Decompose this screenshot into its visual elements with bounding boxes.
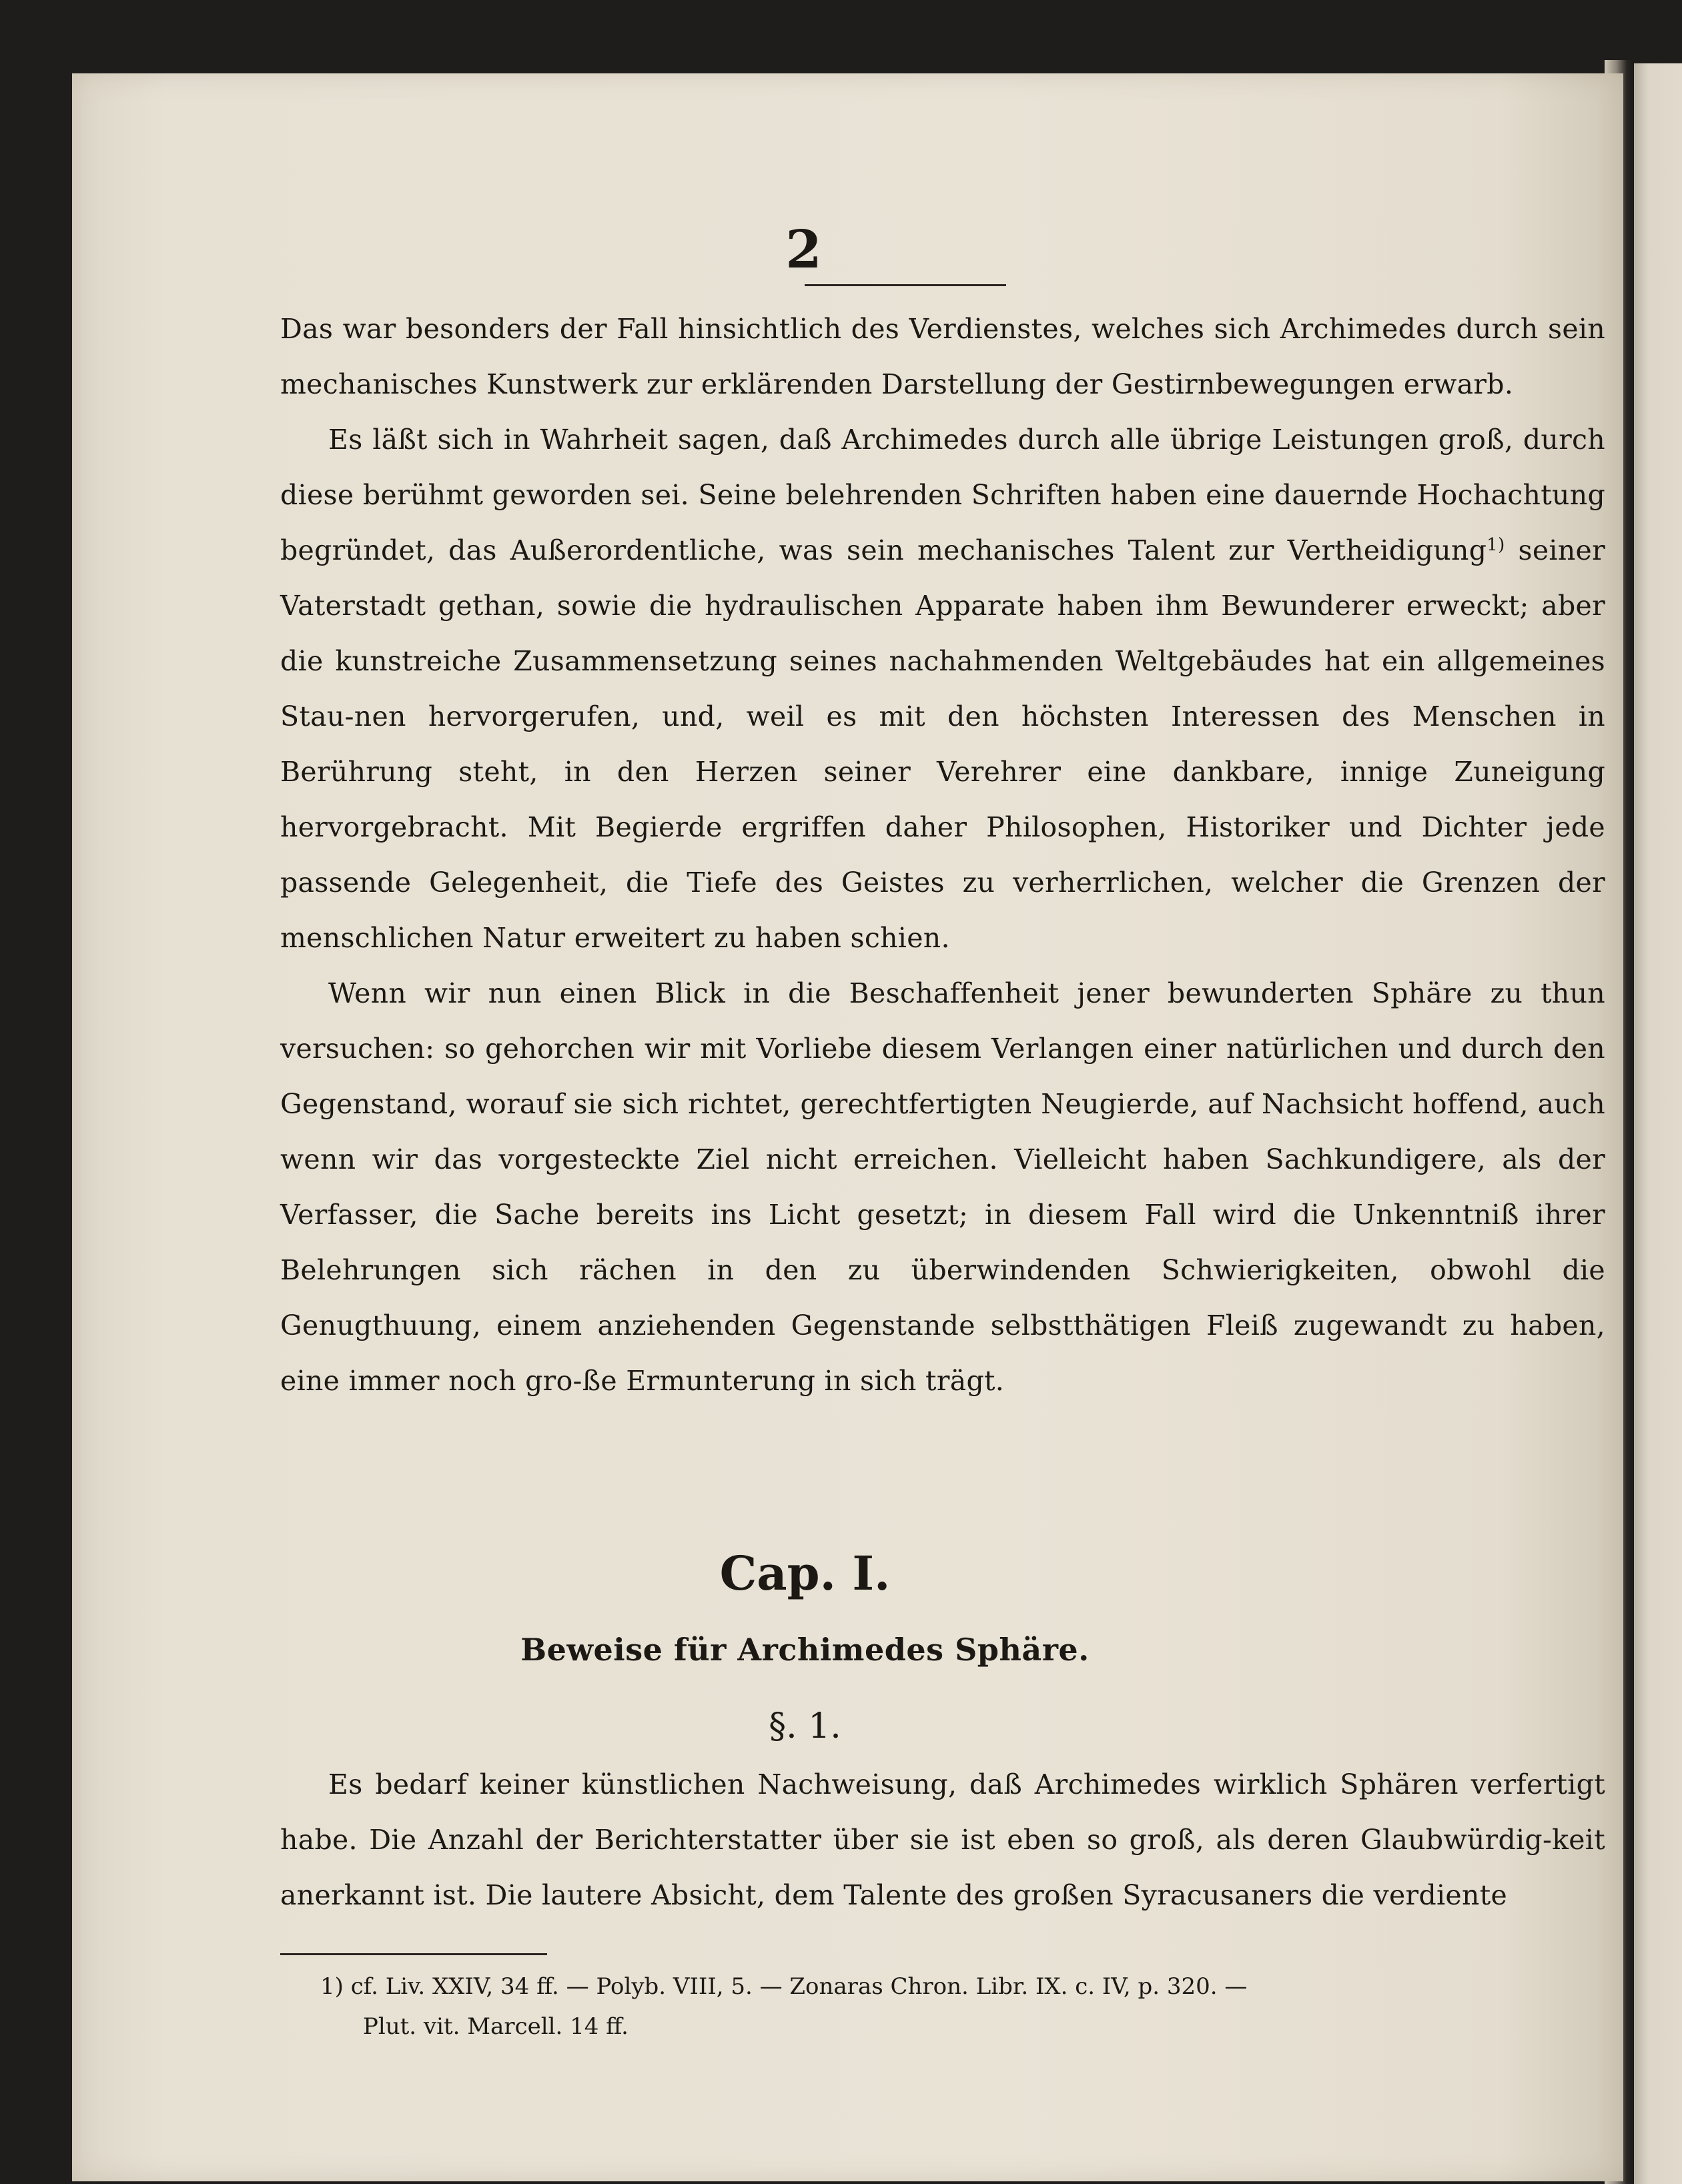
body-text (280, 302, 1605, 1409)
chapter-text (280, 1757, 1605, 1923)
footnote-rule (280, 1953, 547, 1955)
chapter-paragraph-1: Es bedarf keiner künstlichen Nachweisung, daß Archimedes wirklich Sphären verfertigt habe. Die Anzahl der Berichterstatter über sie ist eben so groß, als deren Glaubwürdig-keit anerkannt ist. Die lautere Absicht, dem Talente des großen Syracusaners die verdiente (280, 1768, 1605, 1911)
paragraph-2 (280, 412, 1605, 966)
paragraph-2-text-b: seiner Vaterstadt gethan, sowie die hydraulischen Apparate haben ihm Bewunderer erweckt; aber die kunstreiche Zusammensetzung seines nachahmenden Weltgebäudes hat ein allgemeines Stau-nen hervorgerufen, und, weil es mit den höchsten Interessen des Menschen in Berührung steht, in den Herzen seiner Verehrer eine dankbare, innige Zuneigung hervorgebracht. Mit Begierde ergriffen daher Philosophen, Historiker und Dichter jede passende Gelegenheit, die Tiefe des Geistes zu verherrlichen, welcher die Grenzen der menschlichen Natur erweitert zu haben schien. (280, 534, 1605, 954)
section-mark: §. 1. (769, 1706, 841, 1746)
page-number: 2 (785, 219, 822, 280)
book-page (72, 73, 1623, 2181)
paragraph-2-text-a: Es läßt sich in Wahrheit sagen, daß Archimedes durch alle übrige Leistungen groß, durch diese berühmt geworden sei. Seine belehrenden Schriften haben eine dauernde Hochachtung begründet, das Außerordentliche, was sein mechanisches Talent zur Vertheidigung (280, 424, 1605, 566)
footnote (320, 1967, 1608, 2047)
paragraph-3: Wenn wir nun einen Blick in die Beschaffenheit jener bewunderten Sphäre zu thun versuchen: so gehorchen wir mit Vorliebe diesem Verlangen einer natürlichen und durch den Gegenstand, worauf sie sich richtet, gerechtfertigten Neugierde, auf Nachsicht hoffend, auch wenn wir das vorgesteckte Ziel nicht erreichen. Vielleicht haben Sachkundigere, als der Verfasser, die Sache bereits ins Licht gesetzt; in diesem Fall wird die Unkenntniß ihrer Belehrungen sich rächen in den zu überwindenden Schwierigkeiten, obwohl die Genugthuung, einem anziehenden Gegenstande selbstthätigen Fleiß zugewandt zu haben, eine immer noch gro-ße Ermunterung in sich trägt. (280, 977, 1605, 1397)
footnote-line-2: Plut. vit. Marcell. 14 ff. (363, 2013, 628, 2040)
footnote-reference: 1) (1487, 535, 1505, 555)
paragraph-1: Das war besonders der Fall hinsichtlich des Verdienstes, welches sich Archimedes durch sein mechanisches Kunstwerk zur erklärenden Darstellung der Gestirnbewegungen erwarb. (280, 313, 1605, 400)
footnote-line-1: 1) cf. Liv. XXIV, 34 ff. — Polyb. VIII, 5. — Zonaras Chron. Libr. IX. c. IV, p. 320. — (320, 1973, 1248, 2000)
facing-page-edge (1634, 63, 1682, 2184)
chapter-subtitle: Beweise für Archimedes Sphäre. (520, 1632, 1090, 1668)
chapter-heading: Cap. I. (719, 1546, 891, 1601)
page-number-rule (805, 284, 1006, 286)
